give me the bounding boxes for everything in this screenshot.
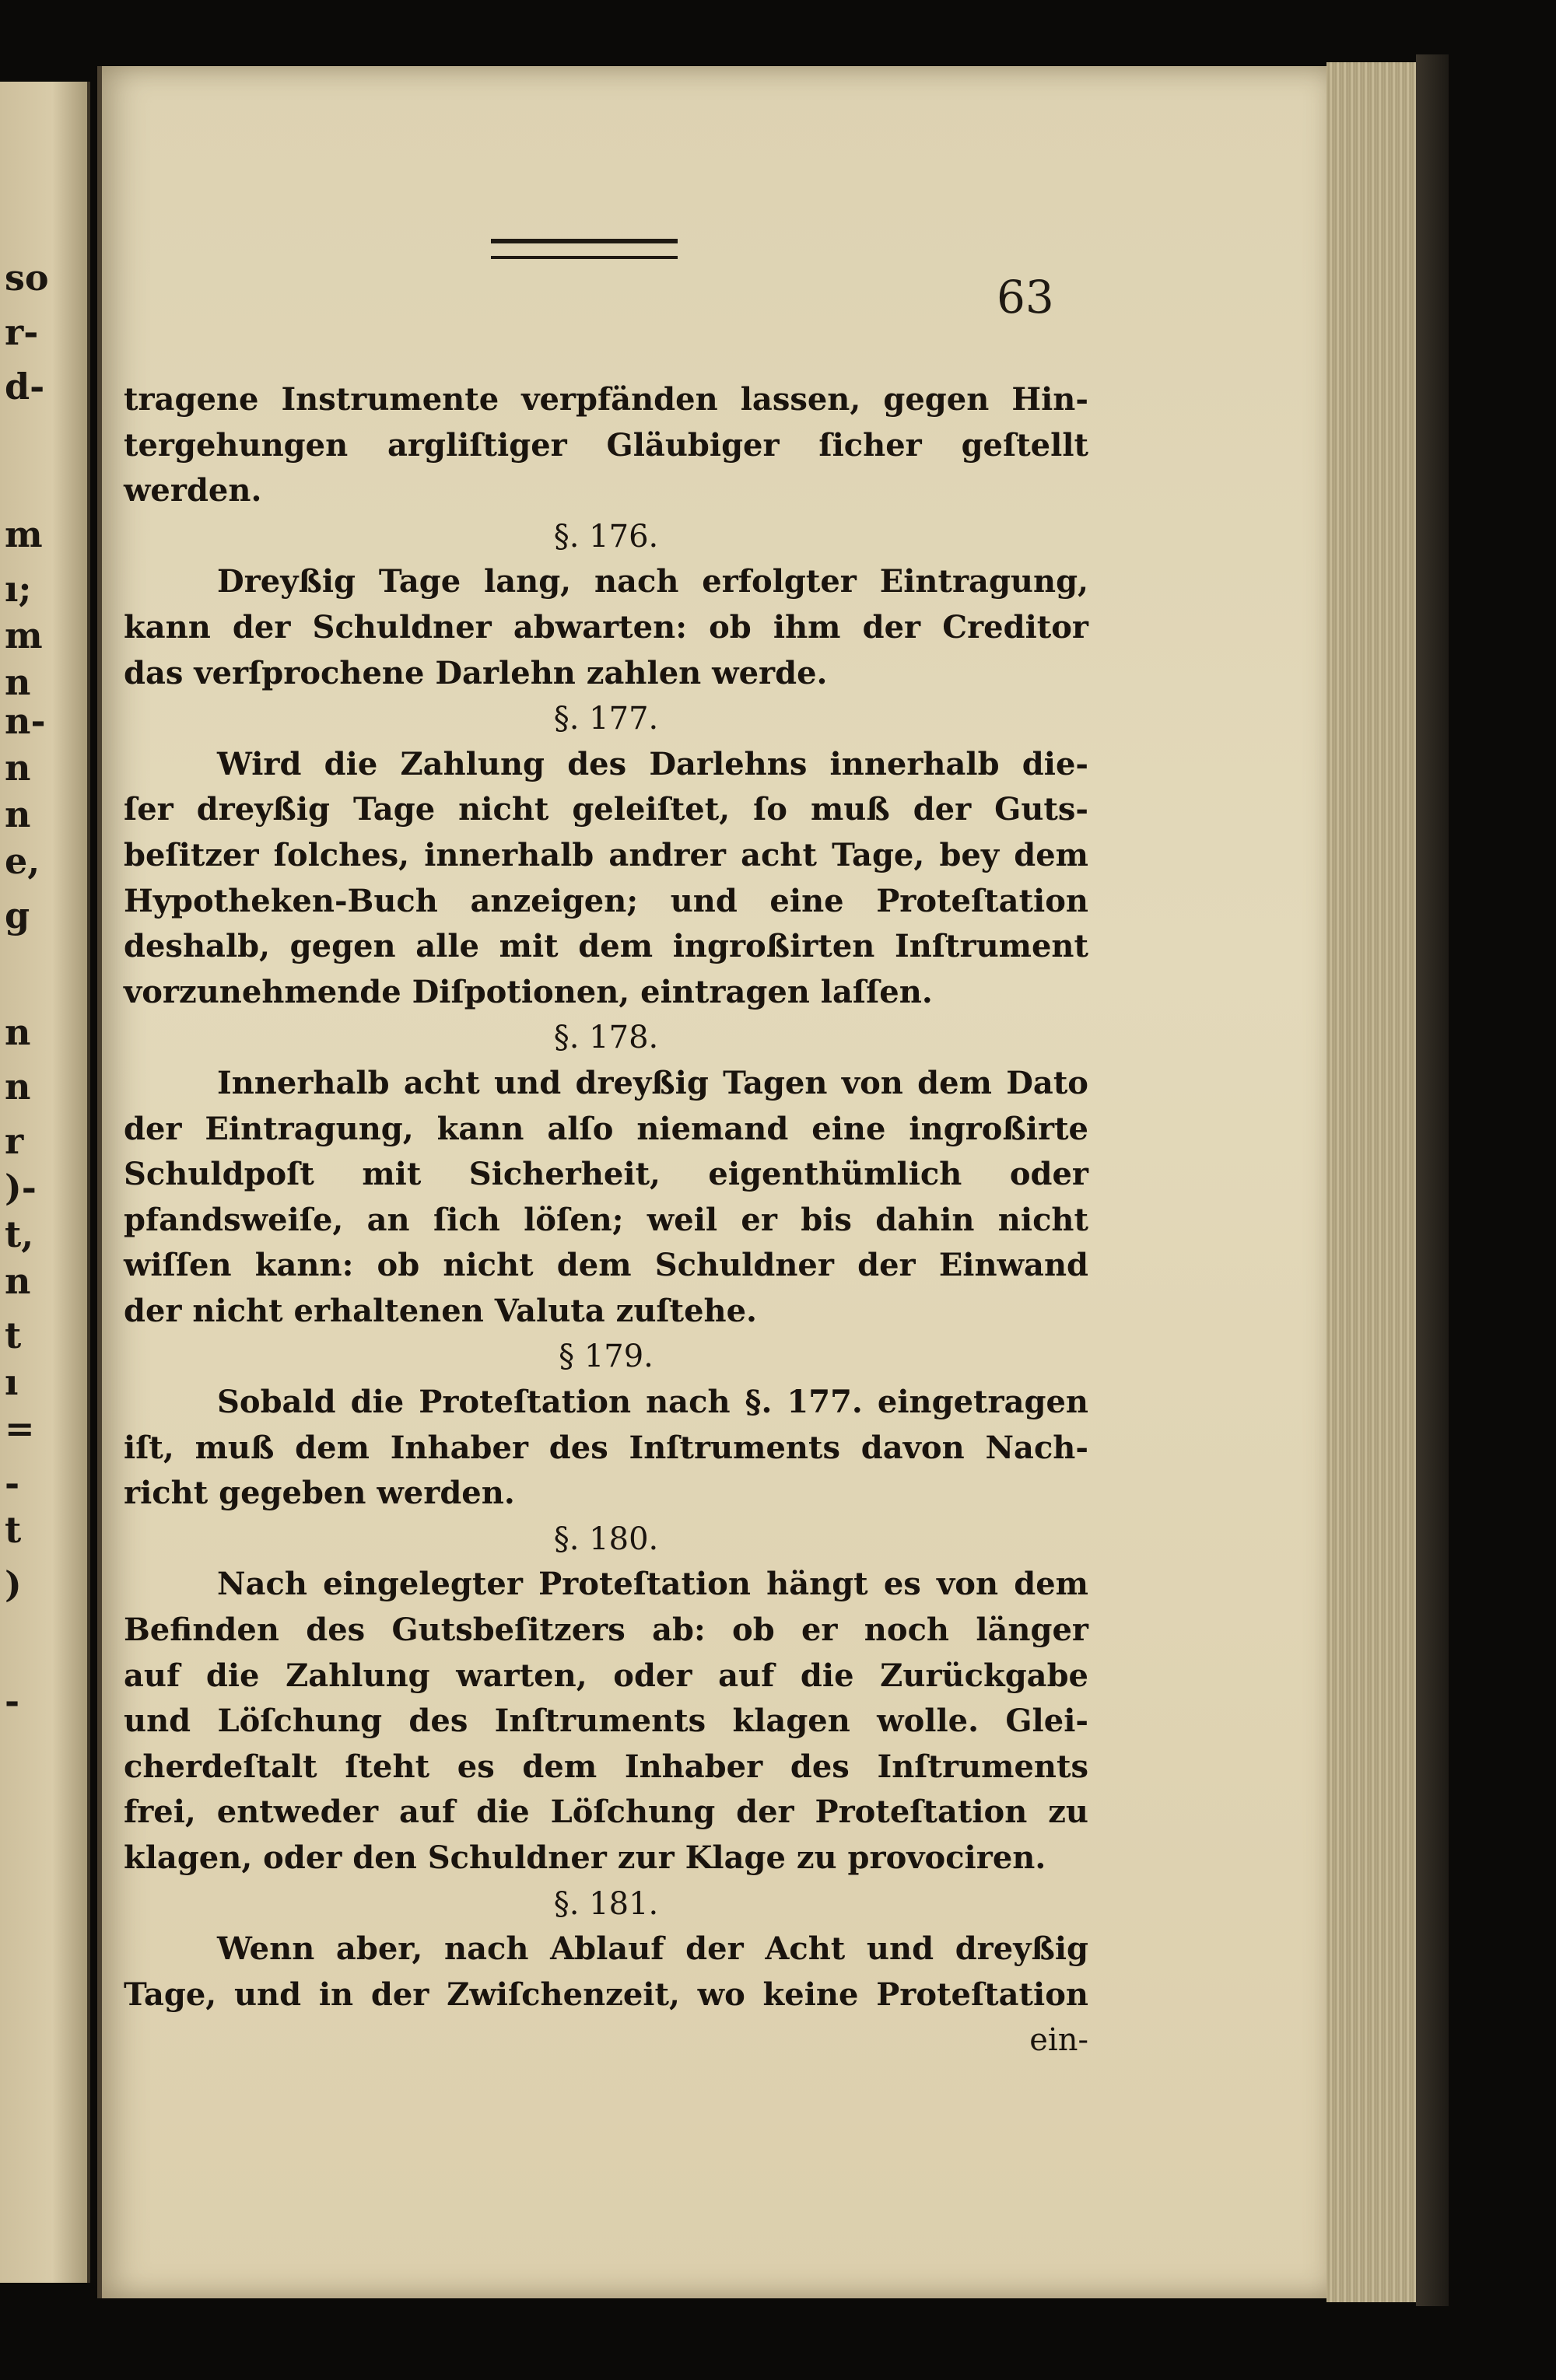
text-line: iſt, muß dem Inhaber des Inſtruments davon Nach-: [124, 1429, 1088, 1466]
page-block-edge: [1326, 62, 1421, 2302]
book-page: [97, 66, 1335, 2298]
text-line: und Löſchung des Inſtruments klagen wolle. Glei-: [124, 1703, 1088, 1740]
text-line: Tage, und in der Zwiſchenzeit, wo keine Proteſtation: [124, 1976, 1088, 2013]
facing-page-fragment: ı: [5, 1361, 19, 1403]
text-line: klagen, oder den Schuldner zur Klage zu provociren.: [124, 1839, 1046, 1876]
facing-page-fragment: r: [5, 1120, 24, 1162]
text-line: kann der Schuldner abwarten: ob ihm der Creditor: [124, 608, 1088, 646]
facing-page-fragment: r-: [5, 311, 39, 353]
text-line: deshalb, gegen alle mit dem ingroßirten Inſtrument: [124, 928, 1088, 965]
text-line: ſer dreyßig Tage nicht geleiſtet, ſo muß der Guts-: [124, 791, 1088, 828]
header-double-rule: [491, 239, 678, 259]
facing-page-fragment: n: [5, 747, 31, 789]
facing-page-fragment: =: [5, 1408, 35, 1450]
facing-page-fragment: n: [5, 661, 31, 703]
page-number: 63: [997, 271, 1054, 324]
text-line: wiſſen kann: ob nicht dem Schuldner der Einwand: [124, 1247, 1088, 1284]
text-line: Befinden des Gutsbeſitzers ab: ob er noch länger: [124, 1612, 1088, 1649]
text-line: tragene Instrumente verpfänden lassen, gegen Hin-: [124, 381, 1088, 418]
body-text: [124, 377, 1088, 2063]
book-cover-edge: [1416, 54, 1449, 2306]
text-line: der nicht erhaltenen Valuta zuſtehe.: [124, 1292, 757, 1329]
text-line: frei, entweder auf die Löſchung der Proteſtation zu: [124, 1794, 1088, 1831]
facing-page-fragment: n-: [5, 700, 46, 742]
facing-page-fragment: ı;: [5, 568, 32, 610]
text-line: Wird die Zahlung des Darlehns innerhalb die-: [217, 745, 1088, 782]
facing-page-fragment: so: [5, 257, 49, 299]
text-line: der Eintragung, kann alſo niemand eine ingroßirte: [124, 1110, 1088, 1147]
facing-page-fragment: -: [5, 1462, 20, 1504]
text-line: Dreyßig Tage lang, nach erfolgter Eintragung,: [217, 563, 1088, 600]
text-line: vorzunehmende Diſpotionen, eintragen laſſen.: [124, 973, 933, 1010]
facing-page-fragment: t,: [5, 1213, 34, 1255]
text-line: Schuldpoſt mit Sicherheit, eigenthümlich oder: [124, 1156, 1088, 1193]
facing-page-fragment: m: [5, 513, 43, 555]
text-line: pfandsweiſe, an ſich löſen; weil er bis dahin nicht: [124, 1201, 1088, 1238]
facing-page-fragment: g: [5, 894, 30, 936]
facing-page-fragment: n: [5, 1011, 31, 1053]
section-heading: § 179.: [559, 1339, 654, 1375]
facing-page-fragment: )-: [5, 1167, 37, 1209]
facing-page-fragment: n: [5, 1260, 31, 1302]
facing-page-fragment: m: [5, 614, 43, 656]
section-heading: §. 178.: [553, 1020, 659, 1056]
text-line: Nach eingelegter Proteſtation hängt es von dem: [217, 1566, 1088, 1603]
facing-page-fragment: -: [5, 1680, 20, 1722]
section-heading: §. 180.: [553, 1521, 659, 1557]
section-heading: §. 177.: [553, 701, 659, 737]
section-heading: §. 176.: [553, 518, 659, 555]
text-line: tergehungen argliſtiger Gläubiger ſicher geſtellt: [124, 426, 1088, 464]
text-line: Hypotheken-Buch anzeigen; und eine Proteſtation: [124, 882, 1088, 919]
facing-page-fragment: n: [5, 1066, 31, 1108]
text-line: Sobald die Proteſtation nach §. 177. eingetragen: [217, 1384, 1088, 1421]
facing-page-fragment: d-: [5, 366, 45, 408]
text-line: auf die Zahlung warten, oder auf die Zurückgabe: [124, 1657, 1088, 1694]
text-line: Innerhalb acht und dreyßig Tagen von dem Dato: [217, 1064, 1088, 1101]
facing-page-fragment: n: [5, 793, 31, 835]
facing-page-fragment: t: [5, 1314, 22, 1356]
text-line: das verſprochene Darlehn zahlen werde.: [124, 654, 828, 691]
catchword: ein-: [1029, 2022, 1088, 2059]
text-line: richt gegeben werden.: [124, 1475, 515, 1512]
text-line: werden.: [124, 472, 262, 509]
section-heading: §. 181.: [553, 1885, 659, 1922]
facing-page-fragment: e,: [5, 840, 40, 882]
text-line: Wenn aber, nach Ablauf der Acht und dreyßig: [217, 1930, 1088, 1968]
facing-page-edge: [0, 82, 90, 2283]
text-line: cherdeſtalt ſteht es dem Inhaber des Inſtruments: [124, 1748, 1088, 1785]
text-line: beſitzer ſolches, innerhalb andrer acht Tage, bey dem: [124, 836, 1088, 873]
facing-page-fragment: ): [5, 1563, 22, 1605]
facing-page-fragment: t: [5, 1509, 22, 1551]
